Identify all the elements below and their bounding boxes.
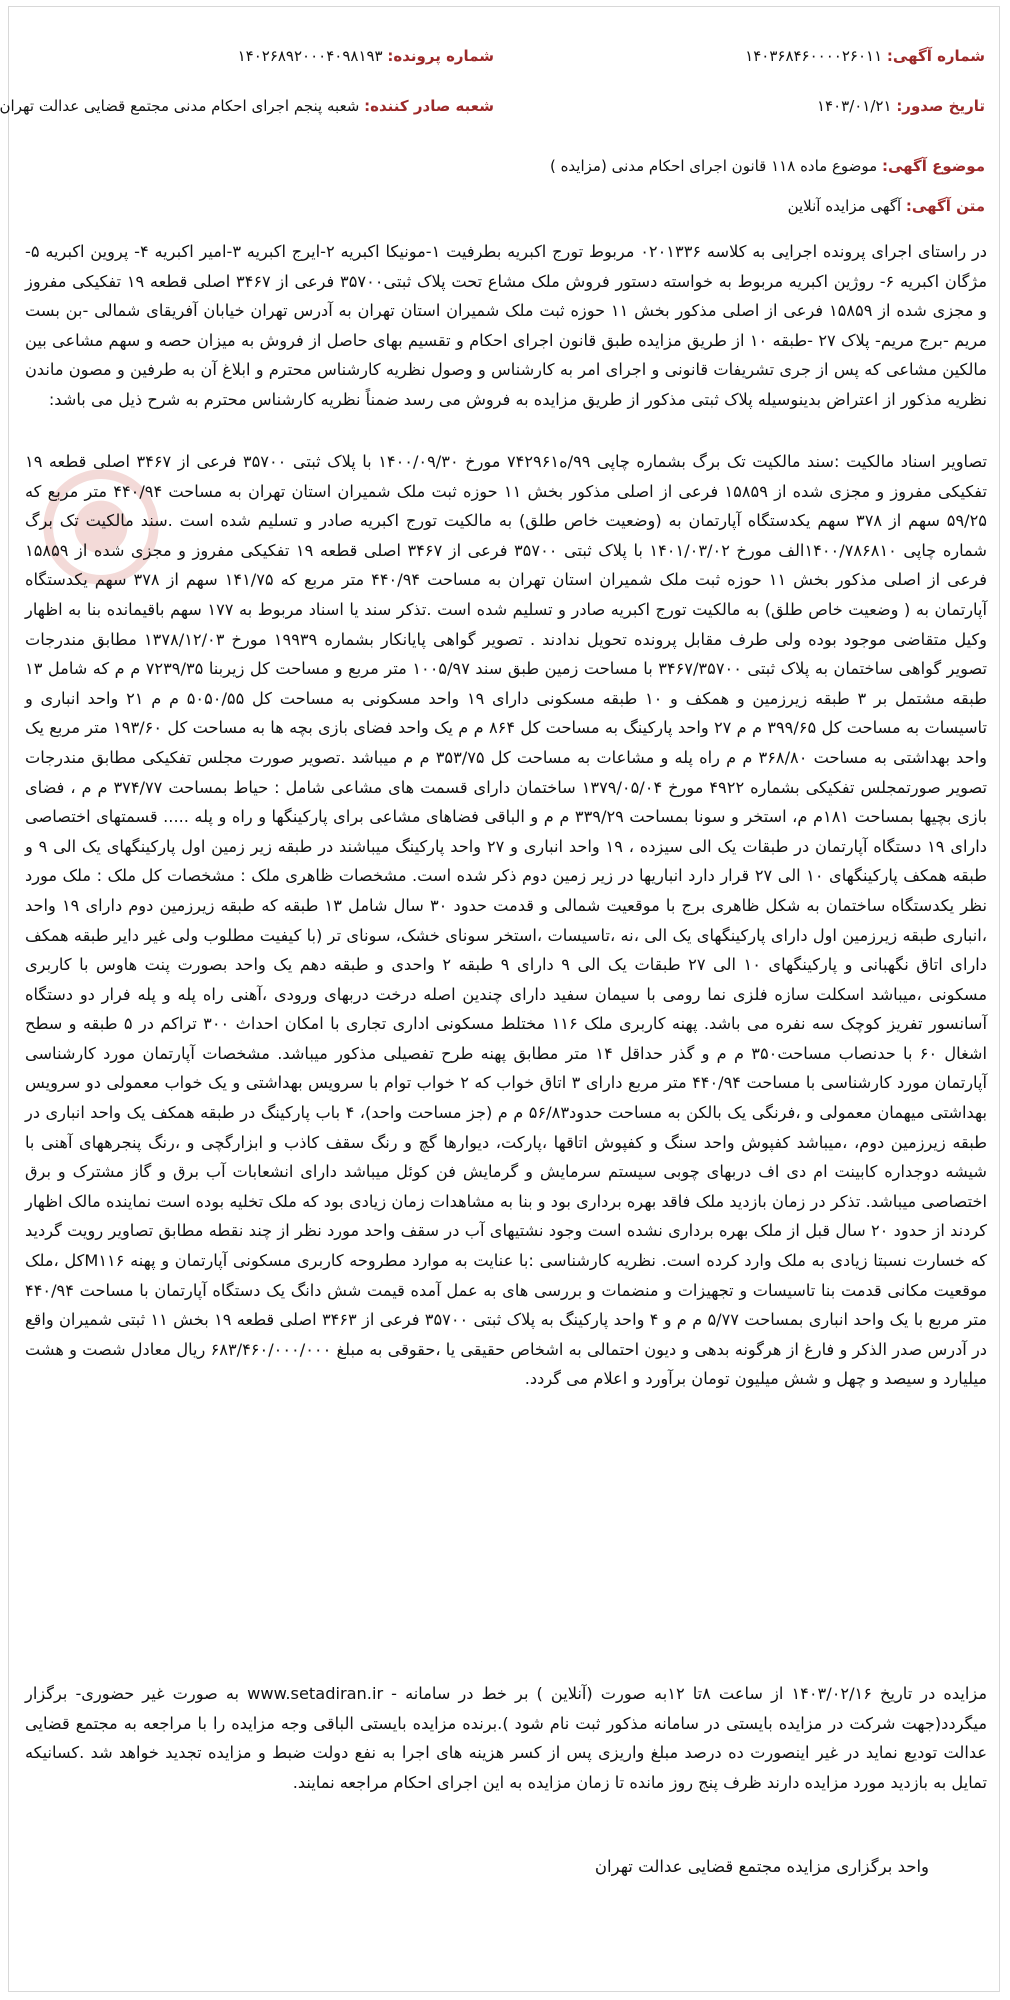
notice-paragraph-intro: در راستای اجرای پرونده اجرایی به کلاسه ۰۲۰۱۳۳۶ مربوط تورج اکبریه بطرفیت ۱-مونیکا اکبریه ۲-ایرج اکبریه ۳-امیر اکبریه ۴- پروین اکبریه ۵- مژگان اکبریه ۶- روژین اکبریه مربوط به خواسته دستور فروش ملک مشاع تحت پلاک ثبتی۳۵۷۰۰ فرعی از ۳۴۶۷ اصلی قطعه ۱۹ تفکیکی مفروز و مجزی شده از ۱۵۸۵۹ فرعی از اصلی مذکور بخش ۱۱ حوزه ثبت ملک شمیران استان تهران به آدرس تهران خیابان آفریقای شمالی -بن بست مریم -برج مریم- پلاک ۲۷ -طبقه ۱۰ از طریق مزایده طبق قانون اجرای احکام و تقسیم بهای حاصل از فروش به میزان حصه و سهم مشاعی بین مالکین مشاعی که پس از جری تشریفات قانونی و اجرای امر به کارشناس و وصول نظریه کارشناس محترم و ابلاغ آن به طرفین و مصون ماندن نظریه مذکور از اعتراض بدینوسیله پلاک ثبتی مذکور از طریق مزایده به فروش می رسد ضمناً نظریه کارشناس محترم به شرح ذیل می باشد: [25, 242, 988, 409]
case-number-label: شماره پرونده: [387, 47, 494, 65]
subject-label: موضوع آگهی: [881, 157, 985, 175]
case-number-row [238, 47, 494, 65]
issuing-branch-label: شعبه صادر کننده: [364, 97, 494, 115]
ad-number-row [745, 47, 985, 65]
subject-row [550, 157, 985, 175]
text-title: آگهی مزایده آنلاین [787, 197, 902, 215]
issue-date-label: تاریخ صدور: [896, 97, 985, 115]
notice-frame [0, 6, 1000, 1992]
issue-date: ۱۴۰۳/۰۱/۲۱ [816, 97, 892, 115]
issuer-signature: واحد برگزاری مزایده مجتمع قضایی عدالت تهران [594, 1857, 929, 1876]
issuing-branch-row [0, 97, 494, 115]
ad-number: ۱۴۰۳۶۸۴۶۰۰۰۰۲۶۰۱۱ [745, 47, 883, 65]
subject-text: موضوع ماده ۱۱۸ قانون اجرای احکام مدنی (مزایده ) [549, 157, 878, 175]
text-label: متن آگهی: [905, 197, 985, 215]
issue-date-row [817, 97, 985, 115]
ad-number-label: شماره آگهی: [886, 47, 985, 65]
issuing-branch: شعبه پنجم اجرای احکام مدنی مجتمع قضایی عدالت تهران [0, 97, 360, 115]
text-title-row [788, 197, 985, 215]
notice-paragraph-auction-terms: مزایده در تاریخ ۱۴۰۳/۰۲/۱۶ از ساعت ۸تا ۱۲به صورت (آنلاین ) بر خط در سامانه - www.setadiran.ir به صورت غیر حضوری- برگزار میگردد(جهت شرکت در مزایده بایستی در سامانه مذکور ثبت نام شود ).برنده مزایده بایستی الباقی وجه مزایده را با مراجعه به مجتمع قضایی عدالت تودیع نماید در غیر اینصورت ده درصد مبلغ واریزی پس از کسر هزینه های اجرا به نفع دولت ضبط و مزایده تجدید خواهد شد .کسانیکه تمایل به بازدید مورد مزایده دارند ظرف پنج روز مانده تا زمان مزایده به این اجرای احکام مراجعه نمایند. [25, 1684, 987, 1792]
case-number: ۱۴۰۲۶۸۹۲۰۰۰۴۰۹۸۱۹۳ [237, 47, 383, 65]
notice-paragraph-expert-report: تصاویر اسناد مالکیت :سند مالکیت تک برگ بشماره چاپی ۹۹/ه۷۴۲۹۶۱ مورخ ۱۴۰۰/۰۹/۳۰ با پلاک ثبتی ۳۵۷۰۰ فرعی از ۳۴۶۷ اصلی قطعه ۱۹ تفکیکی مفروز و مجزی شده از ۱۵۸۵۹ فرعی از اصلی مذکور بخش ۱۱ حوزه ثبت ملک شمیران استان تهران به مساحت ۴۴۰/۹۴ متر مربع که ۵۹/۲۵ سهم از ۳۷۸ سهم یکدستگاه آپارتمان به (وضعیت خاص طلق) به مالکیت تورج اکبریه صادر و تسلیم شده است .سند مالکیت تک برگ شماره چاپی ۱۴۰۰/۷۸۶۸۱۰الف مورخ ۱۴۰۱/۰۳/۰۲ با پلاک ثبتی ۳۵۷۰۰ فرعی از ۳۴۶۷ اصلی قطعه ۱۹ تفکیکی مفروز و مجزی شده از ۱۵۸۵۹ فرعی از اصلی مذکور بخش ۱۱ حوزه ثبت ملک شمیران استان تهران به مساحت ۴۴۰/۹۴ متر مربع که ۱۴۱/۷۵ سهم از ۳۷۸ سهم یکدستگاه آپارتمان به ( وضعیت خاص طلق) به مالکیت تورج اکبریه صادر و تسلیم شده است .تذکر سند یا اسناد مربوط به ۱۷۷ سهم باقیمانده بنا به اظهار وکیل متقاضی موجود بوده ولی طرف مقابل پرونده تحویل ندادند . تصویر گواهی پایانکار بشماره ۱۹۹۳۹ مورخ ۱۳۷۸/۱۲/۰۳ مطابق مندرجات تصویر گواهی ساختمان به پلاک ثبتی ۳۴۶۷/۳۵۷۰۰ با مساحت زمین طبق سند ۱۰۰۵/۹۷ متر مربع و مساحت کل زیربنا ۷۲۳۹/۳۵ م م که شامل ۱۳ طبقه مشتمل بر ۳ طبقه زیرزمین و همکف و ۱۰ طبقه مسکونی دارای ۱۹ واحد مسکونی به مساحت کل ۵۰۵۰/۵۵ م م ۲۱ واحد انباری و تاسیسات به مساحت کل ۳۹۹/۶۵ م م ۲۷ واحد پارکینگ به مساحت کل ۸۶۴ م م یک واحد فضای بازی بچه ها به مساحت کل ۱۹۳/۶۰ متر مربع یک واحد بهداشتی به مساحت ۳۶۸/۸۰ م م راه پله و مشاعات به مساحت کل ۳۵۳/۷۵ م م میباشد .تصویر صورت مجلس تفکیکی مطابق مندرجات تصویر صورتمجلس تفکیکی بشماره ۴۹۲۲ مورخ ۱۳۷۹/۰۵/۰۴ ساختمان دارای قسمت های مشاعی شامل : حیاط بمساحت ۳۷۴/۷۷ م م ، فضای بازی بچیها بمساحت ۱۸۱م م، استخر و سونا بمساحت ۳۳۹/۲۹ م م و الباقی فضاهای مشاعی برای پارکینگها و راه و پله ..... قسمتهای اختصاصی دارای ۱۹ دستگاه آپارتمان در طبقات یک الی سیزده ، ۱۹ واحد انباری و ۲۷ واحد پارکینگ میباشند در طبقه زیر زمین اول پارکینگهای یک الی ۹ و طبقه همکف پارکینگهای ۱۰ الی ۲۷ قرار دارد انباریها در زیر زمین دوم ذکر شده است. مشخصات ظاهری ملک : مشخصات کل ملک : ملک مورد نظر یکدستگاه ساختمان به شکل ظاهری برج با موقعیت شمالی و قدمت حدود ۳۰ سال شامل ۱۳ طبقه که طبقه زیرزمین دوم دارای ۱۹ واحد ،انباری طبقه زیرزمین اول دارای پارکینگهای یک الی ،نه ،تاسیسات ،استخر سونای خشک، سونای تر (با کیفیت مطلوب ولی غیر دایر طبقه همکف دارای اتاق نگهبانی و پارکینگهای ۱۰ الی ۲۷ طبقات یک الی ۹ دارای ۹ طبقه ۲ واحدی و طبقه دهم یک واحد بصورت پنت هاوس با کاربری مسکونی ،میباشد اسکلت سازه فلزی نما رومی با سیمان سفید دارای چندین اصله درخت دربهای ورودی ،آهنی راه پله و پله فرار دو دستگاه آسانسور تفریز کوچک سه نفره می باشد. پهنه کاربری ملک ۱۱۶ مختلط مسکونی اداری تجاری با امکان احداث ۳۰۰ تراکم در ۵ طبقه و سطح اشغال ۶۰ با حدنصاب مساحت۳۵۰ م م و گذر حداقل ۱۴ متر مطابق پهنه طرح تفصیلی مذکور میباشد. مشخصات آپارتمان مورد کارشناسی آپارتمان مورد کارشناسی با مساحت ۴۴۰/۹۴ متر مربع دارای ۳ اتاق خواب که ۲ خواب توام با سرویس بهداشتی و یک خواب معمولی دو سرویس بهداشتی میهمان معمولی و ،فرنگی یک بالکن به مساحت حدود۵۶/۸۳ م م (جز مساحت واحد)، ۴ باب پارکینگ در طبقه همکف یک واحد انباری در طبقه زیرزمین دوم، ،میباشد کفپوش واحد سنگ و کفپوش اتاقها ،پارکت، دیوارها گچ و رنگ سقف کاذب و ابزارگچی و ،رنگ پنجرههای آهنی با شیشه دوجداره کابینت ام دی اف دربهای چوبی سیستم سرمایش و گرمایش فن کوئل میباشد دارای انشعابات آب برق و گاز مشترک و برق اختصاصی میباشد. تذکر در زمان بازدید ملک فاقد بهره برداری بود و بنا به مشاهدات زمان زیادی بود که ملک تخلیه بوده است نماینده مالک اظهار کردند از حدود ۲۰ سال قبل از ملک بهره برداری نشده است وجود نشتیهای آب در سقف واحد مورد نظر از چند نقطه مطابق تصاویر رویت گردید که خسارت نسبتا زیادی به ملک وارد کرده است. نظریه کارشناسی :با عنایت به موارد مطروحه کاربری مسکونی آپارتمان و پهنه M۱۱۶کل ،ملک موقعیت مکانی قدمت بنا تاسیسات و تجهیزات و منضمات و بررسی های به عمل آمده قیمت شش دانگ یک دستگاه آپارتمان با مساحت ۴۴۰/۹۴ متر مربع با یک واحد انباری بمساحت ۵/۷۷ م م و ۴ واحد پارکینگ به پلاک ثبتی ۳۵۷۰۰ فرعی از ۳۴۶۳ اصلی قطعه ۱۹ بخش ۱۱ ثبتی شمیران واقع در آدرس صدر الذکر و فارغ از هرگونه بدهی و دیون احتمالی به اشخاص حقیقی یا ،حقوقی به مبلغ ۶۸۳/۴۶۰/۰۰۰/۰۰۰ ریال معادل شصت و هشت میلیارد و سیصد و چهل و شش میلیون تومان برآورد و اعلام می گردد. [25, 452, 988, 1389]
